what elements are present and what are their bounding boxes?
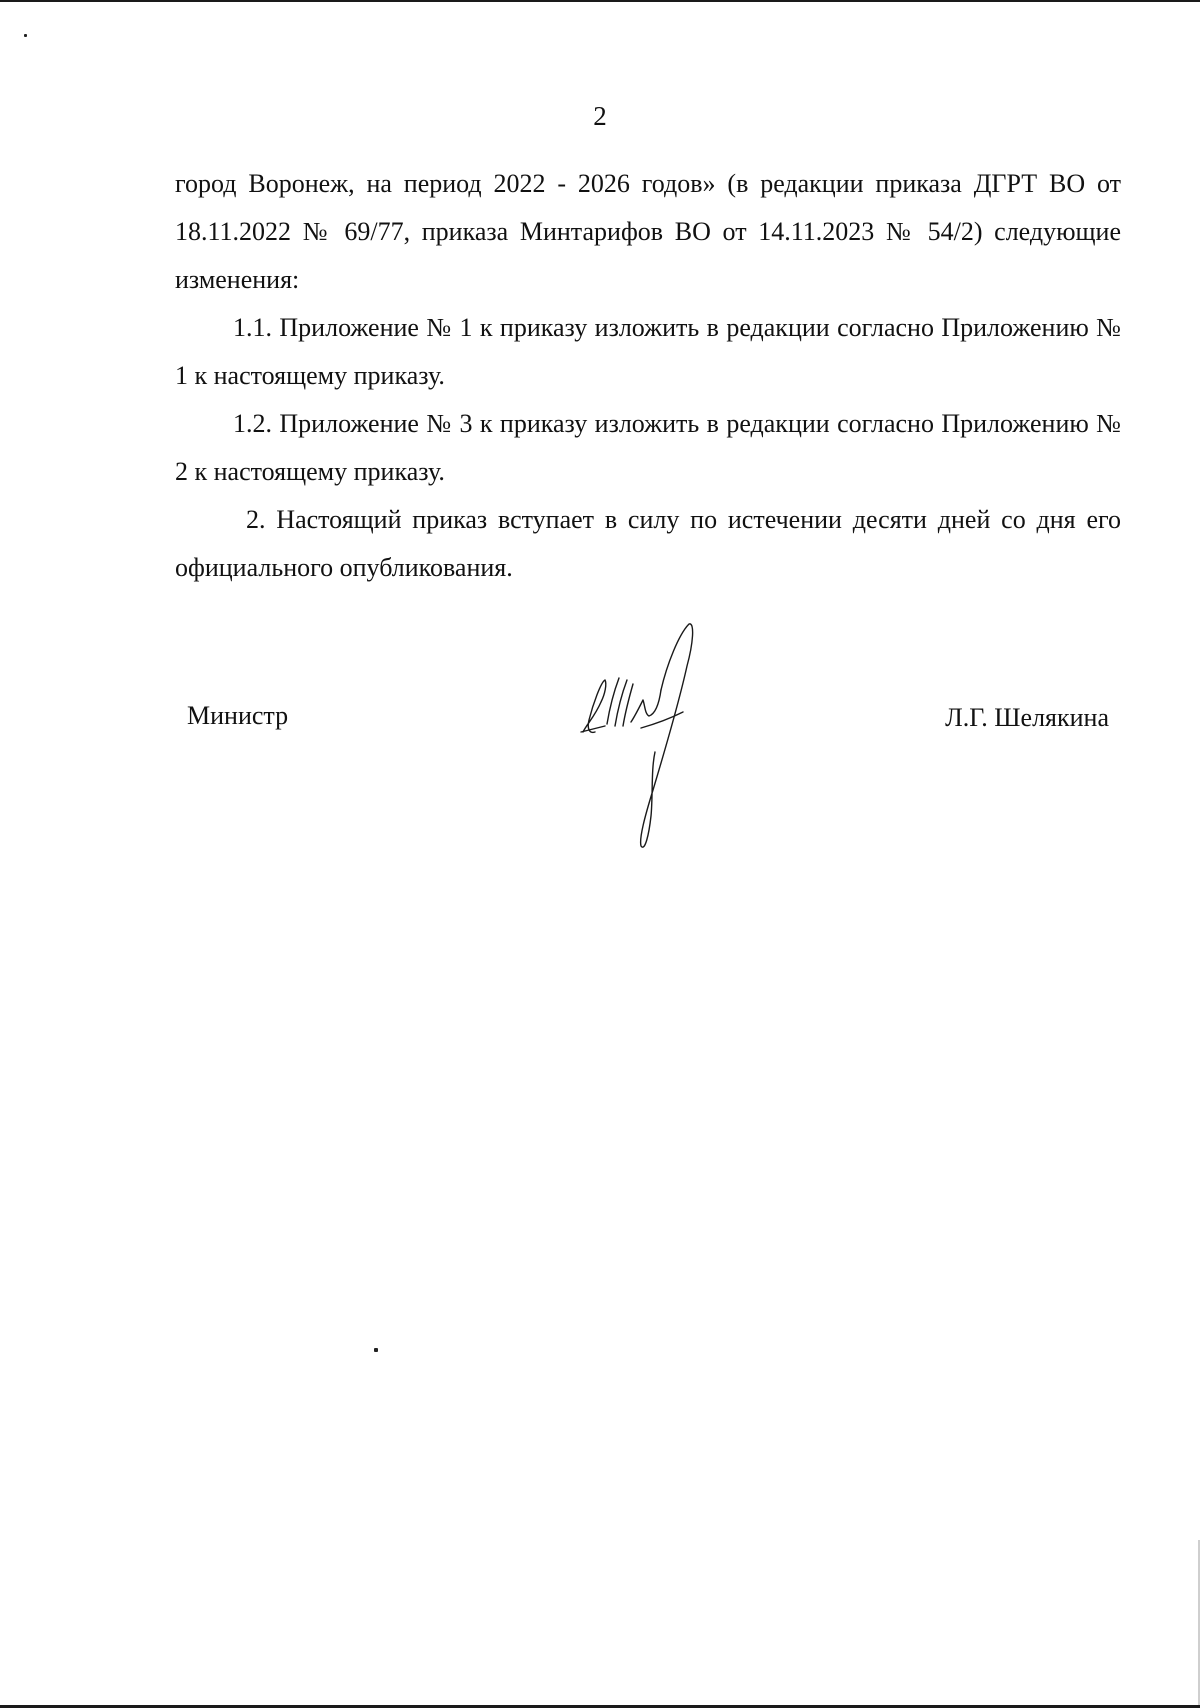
page-number: 2 [593,101,607,131]
signature-block [175,600,1121,860]
handwritten-signature [575,620,725,860]
scan-speck [24,34,27,37]
paragraph-continuation: город Воронеж, на период 2022 - 2026 годов» (в редакции приказа ДГРТ ВО от 18.11.2022 № 69/77, приказа Минтарифов ВО от 14.11.2023 № 54/2) следующие изменения: [175,169,1121,294]
scan-speck [374,1348,378,1352]
paragraph-item-2: 2. Настоящий приказ вступает в силу по истечении десяти дней со дня его официального опубликования. [175,505,1121,582]
signer-position: Министр [187,701,289,730]
paragraph-item-1-2: 1.2. Приложение № 3 к приказу изложить в редакции согласно Приложению № 2 к настоящему приказу. [175,409,1121,486]
paragraph-item-1-1: 1.1. Приложение № 1 к приказу изложить в редакции согласно Приложению № 1 к настоящему приказу. [175,313,1121,390]
signer-name: Л.Г. Шелякина [945,703,1109,732]
document-body [175,160,1121,592]
scan-border-top [0,0,1200,2]
